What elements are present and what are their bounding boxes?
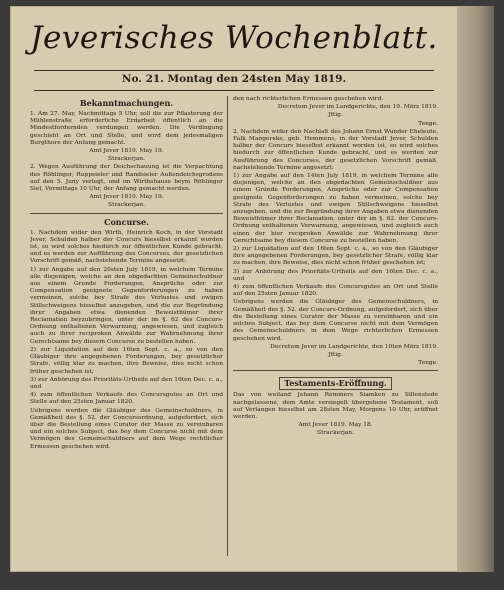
issue-rule bbox=[34, 90, 434, 91]
right-column bbox=[233, 96, 438, 561]
left-column bbox=[30, 96, 223, 561]
testament-paragraph: Das von weiland Johann Remmers Siamken zu Sillenstede nachgelassene, dem Amte versiegelt übergebene Testament, soll auf Verlangen hieselbst am 28sten May, Morgens 10 Uhr, eröffnet werden. bbox=[233, 392, 438, 420]
column-divider bbox=[227, 96, 228, 556]
decree-signature-name: Jttig. bbox=[328, 112, 343, 119]
concurse-paragraph: 2. Nachdem wider den Nachlaß des Johann Ernst Wunder Eheleute, Falk Mangereke, geb. Hemmens, in der Vorstadt Jever, Schulden halber der Concurs hieselbst erkannt worden ist, so wird solches hiedurch zur öffentlichen Kunde gebracht, und es werden zur Ausführung des Concurses, der gesetzlichen Vorschrift gemäß, nachstehende Termine angesetzt: bbox=[233, 128, 438, 171]
concurse-paragraph: Uebrigens werden die Gläubiger des Gemeinschuldners, in Gemäßheit des §. 52. der Concurs-Ordnung, aufgefordert, sich über die Bestellung eines Curator der Masse zu vereinbaren und ein solches Subject, das bey dem Concurse nicht mit dem Vermögen des Gemeinschuldners in dem Wege richterlichen Ermessen geschehen wird. bbox=[233, 299, 438, 342]
section-divider bbox=[233, 370, 438, 371]
decree-signature-name: Jttig. bbox=[328, 351, 343, 358]
section-heading-bekanntmachungen: Bekanntmachungen. bbox=[79, 98, 174, 108]
concurse-paragraph: 3) zur Anhörung des Prioritäts-Urtheils auf den 16ten Dec. c. a., und bbox=[233, 268, 438, 282]
masthead-rule bbox=[34, 70, 434, 71]
notice-paragraph: 2. Wegen Ausführung der Deichschauung ist die Verpachtung des Röhlinger, Ruppsieler und Randsieler Außendeichsgrodens auf den 5. Juny verlegt, und im Wirthshause beym Röhlinger Siel, Vormittags 10 Uhr, der Anfang gemacht werden. bbox=[30, 164, 223, 193]
notice-signature-name: Strackerjan. bbox=[108, 156, 145, 163]
concurse-paragraph: Uebrigens werden die Gläubiger des Gemeinschuldners, in Gemäßheit des §. 52. der Concursordnung, aufgefordert, sich über die Bestellung eines Curator der Masse zu vereinbaren und ein solches Subject, das bey dem Concurse nicht mit dem Vermögen des Gemeinschuldners auf dem Wege rechtlicher Ermessen geschehen wird. bbox=[30, 407, 223, 450]
concurse-paragraph: 1) zur Angabe auf den 20sten July 1819, in welchem Termine alle diejenigen, welche an den obgedachten Gemeinschuldner aus einem Grunde Forderungen, Ansprüche oder zur Compensation geeignete Gegenforderungen zu haben vermeinen, solche bey Strafe des Verlustes und ewigen Stillschweigens hieselbst anzugeben, und die zur Begründung ihrer Angaben etwa dienenden Beweisthümer ihrer Reclamation beyzubringen, unter der im §. 62 des Concurs-Ordnung enthaltenen Verwarnung, angewiesen, und zugleich auch zu ihrer reciproken Anwälde zur Wahrnehmung ihrer Gerechtsame bey diesem Concurse zu bestellen haben. bbox=[30, 266, 223, 345]
concurse-paragraph: 1) zur Angabe auf den 14ten July 1819, in welchem Termine alle diejenigen, welche an den obgedachten Gemeinschuldner aus einem Grunde Forderungen, Ansprüche oder zur Compensation geeignete Gegenforderungen zu haben vermeinen, solche bey Strafe des Verlustes und ewigen Stillschweigens hieselbst anzugeben, und die zur Begründung ihrer Angaben etwa dienenden Beweisthümer ihrer Reclamation, unter der im §. 62. der Concurs-Ordnung enthaltenen Verwarnung, angewiesen, und zugleich auch einen der hier reciproken Anwälde zur Wahrnehmung ihrer Gerechtsame bey diesem Concurse zu bestellen haben. bbox=[233, 173, 438, 244]
masthead-title: Jeverisches Wochenblatt. bbox=[30, 20, 438, 56]
concurse-paragraph: 1. Nachdem wider den Wirth, Heinrich Koch, in der Vorstadt Jever, Schulden halber der Concurs hieselbst erkannt worden ist, so wird solches hiedurch zur öffentlichen Kunde gebracht, und es werden zur Aufführung des Concurses, der gesetzlichen Vorschrift gemäß, nachstehende Termine angesetzt: bbox=[30, 229, 223, 265]
newspaper-page bbox=[10, 6, 458, 572]
decree-signature-name: Tenge. bbox=[418, 120, 438, 127]
concurse-paragraph: 4) zum öffentlichen Verkaufe des Concursgutes an Ort und Stelle auf den 25sten Januar 1820. bbox=[30, 392, 223, 406]
section-divider bbox=[30, 213, 223, 214]
section-heading-concurse: Concurse. bbox=[104, 216, 149, 227]
concurse-paragraph: 3) zur Anhörung des Prioritäts-Urtheils auf den 16ten Dec. c. a., und bbox=[30, 376, 223, 390]
notice-signature-date: Amt Jever 1819. May 19. bbox=[89, 148, 164, 155]
testament-signature-name: Strackerjan. bbox=[317, 430, 354, 437]
notice-signature-name: Strackerjan. bbox=[108, 202, 145, 209]
decree-signature-date: Decretum Jever im Landgerichte, den 19. März 1819. bbox=[277, 104, 438, 111]
issue-line: No. 21. Montag den 24sten May 1819. bbox=[121, 73, 347, 85]
concurse-paragraph: den nach richterlichen Ermessen geschehen wird. bbox=[233, 96, 384, 102]
book-edge bbox=[458, 6, 494, 572]
notice-paragraph: 1. Am 27. May, Nachmittags 5 Uhr, soll die zur Pflasterung der Mühlenstraße erforderliche Erdarbeit öffentlich an die Mindestfordernden verdungen werden. Die Verdingung geschieht an Ort und Stelle, und wird dem jedesmaligen Burgthore der Anfang gemacht. bbox=[30, 111, 223, 146]
decree-signature-name: Tenge. bbox=[418, 360, 438, 367]
testament-signature-date: Amt Jever 1819. May 18. bbox=[298, 422, 373, 429]
concurse-paragraph: 2) zur Liquidation auf den 16ten Sept. c. a., so von den Gläubiger ihre angegebenen Forderungen, bey gesetzlicher Strafe, völlig klar zu machen, ihre Beweise, dies nicht schon früher geschehen ist; bbox=[30, 346, 223, 375]
concurse-paragraph: 4) zum öffentlichen Verkaufe des Concursgutes an Ort und Stelle auf den 25sten Januar 1820. bbox=[233, 284, 438, 298]
decree-signature-date: Decretum Jever im Landgerichte, den 10ten März 1819. bbox=[270, 343, 438, 350]
notice-signature-date: Amt Jever 1819. May 19. bbox=[89, 194, 164, 201]
section-heading-testament: Testaments-Eröffnung. bbox=[279, 377, 391, 390]
concurse-paragraph: 2) zur Liquidation auf den 16ten Sept. c. a., so von den Gläubiger ihre angegebenen Forderungen, bey gesetzlicher Strafe, völlig klar zu machen, ihre Beweise, dies nicht schon früher geschehen ist; bbox=[233, 246, 438, 267]
